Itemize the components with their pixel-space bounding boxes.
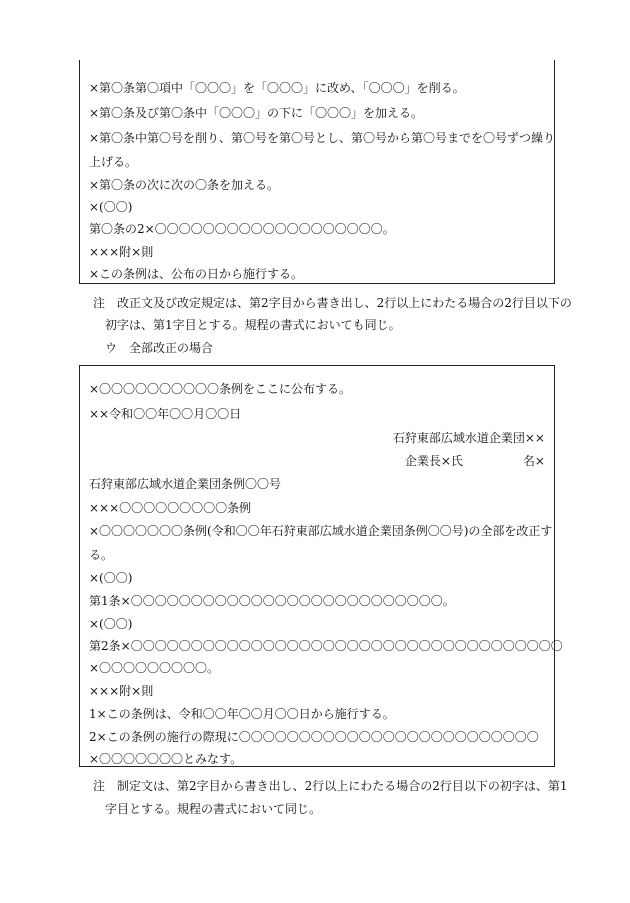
note-2-line-1: 注 制定文は、第2字目から書き出し、2行以上にわたる場合の2行目以下の初字は、第1	[93, 779, 568, 793]
ordinance-title-line: ×××〇〇〇〇〇〇〇〇〇条例	[89, 501, 252, 515]
enactment-line-2: る。	[89, 548, 114, 562]
article-2-caption: ×(〇〇)	[89, 617, 133, 631]
date-line: ××令和〇〇年〇〇月〇〇日	[89, 407, 242, 421]
enactment-line-1: ×〇〇〇〇〇〇〇条例(令和〇〇年石狩東部広域水道企業団条例〇〇号)の全部を改正す	[89, 524, 553, 538]
promulgation-line: ×〇〇〇〇〇〇〇〇〇〇条例をここに公布する。	[89, 382, 352, 396]
amendment-line-2: ×第〇条及び第〇条中「〇〇〇」の下に「〇〇〇」を加える。	[89, 106, 424, 120]
supplementary-item-2-line-1: 2×この条例の施行の際現に〇〇〇〇〇〇〇〇〇〇〇〇〇〇〇〇〇〇〇〇〇〇〇〇〇	[89, 730, 539, 744]
amendment-line-7: 第〇条の2×〇〇〇〇〇〇〇〇〇〇〇〇〇〇〇〇〇〇〇。	[89, 222, 395, 236]
amendment-line-3: ×第〇条中第〇号を削り、第〇号を第〇号とし、第〇号から第〇号までを〇号ずつ繰り	[89, 131, 556, 145]
article-1-caption: ×(〇〇)	[89, 571, 133, 585]
supplementary-heading: ×××附×則	[89, 684, 154, 698]
amendment-line-5: ×第〇条の次に次の〇条を加える。	[89, 178, 280, 192]
amendment-line-8: ×××附×則	[89, 245, 154, 259]
article-1-line: 第1条×〇〇〇〇〇〇〇〇〇〇〇〇〇〇〇〇〇〇〇〇〇〇〇〇〇〇。	[89, 594, 455, 608]
note-1-line-1: 注 改正文及び改定規定は、第2字目から書き出し、2行以上にわたる場合の2行目以下の	[93, 296, 572, 310]
amendment-line-9: ×この条例は、公布の日から施行する。	[89, 267, 304, 281]
ordinance-number-line: 石狩東部広域水道企業団条例〇〇号	[89, 477, 282, 491]
section-heading: ウ 全部改正の場合	[105, 341, 214, 355]
article-2-line-2: ×〇〇〇〇〇〇〇〇〇。	[89, 661, 220, 675]
amendment-line-1: ×第〇条第〇項中「〇〇〇」を「〇〇〇」に改め、「〇〇〇」を削る。	[89, 81, 465, 95]
note-1-line-2: 初字は、第1字目とする。規程の書式においても同じ。	[105, 318, 401, 332]
organization-line: 石狩東部広域水道企業団××	[392, 431, 545, 445]
article-2-line-1: 第2条×〇〇〇〇〇〇〇〇〇〇〇〇〇〇〇〇〇〇〇〇〇〇〇〇〇〇〇〇〇〇〇〇〇〇〇〇	[89, 639, 563, 653]
supplementary-item-1: 1×この条例は、令和〇〇年〇〇月〇〇日から施行する。	[89, 707, 395, 721]
note-2-line-2: 字目とする。規程の書式において同じ。	[105, 802, 322, 816]
supplementary-item-2-line-2: ×〇〇〇〇〇〇〇とみなす。	[89, 752, 243, 766]
amendment-line-6: ×(〇〇)	[89, 200, 133, 214]
amendment-line-4: 上げる。	[89, 155, 138, 169]
manager-signature-line: 企業長×氏 名×	[404, 454, 545, 468]
